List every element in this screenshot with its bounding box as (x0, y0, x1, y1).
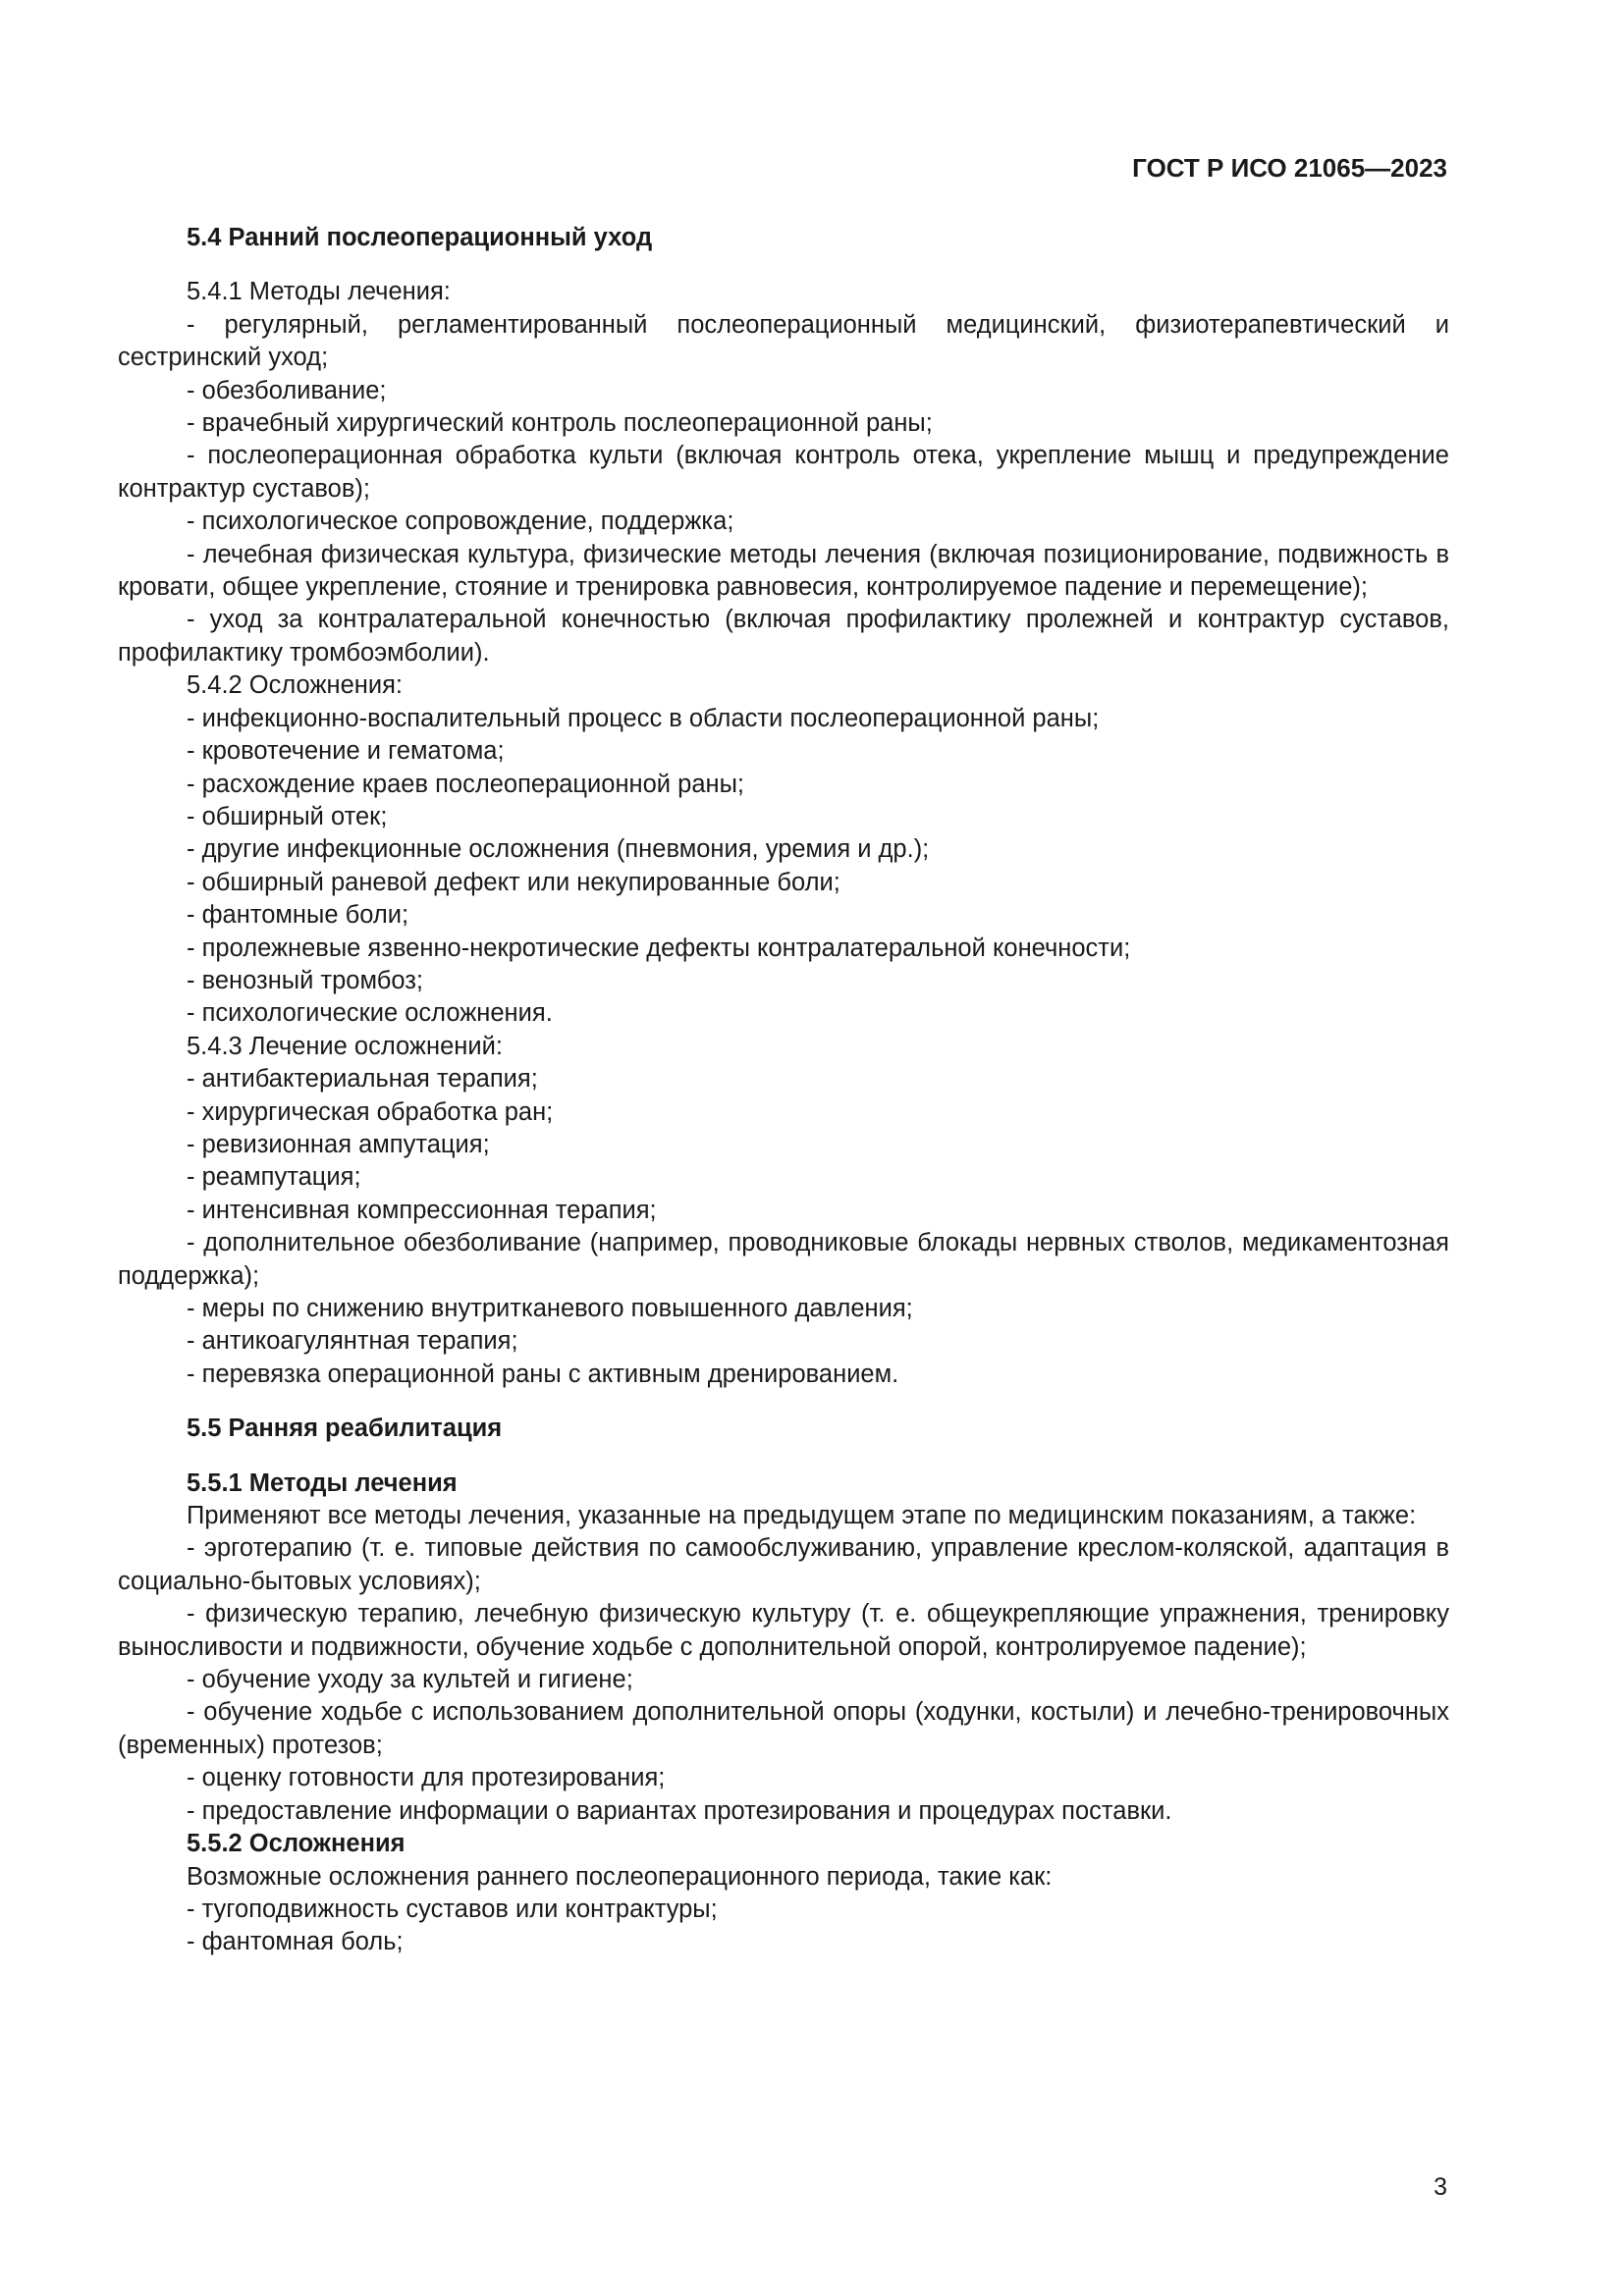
list-item: - оценку готовности для протезирования; (187, 1764, 666, 1792)
list-item: - инфекционно-воспалительный процесс в области послеоперационной раны; (187, 704, 1100, 732)
list-item: - физическую терапию, лечебную физическую культуру (т. е. общеукрепляющие упражнения, тренировку выносливости и подвижности, обучение ходьбе с дополнительной опорой, контролируемое падение); (118, 1600, 1449, 1661)
list-item: - регулярный, регламентированный послеоперационный медицинский, физиотерапевтический и сестринский уход; (118, 310, 1449, 372)
list-item: - эрготерапию (т. е. типовые действия по самообслуживанию, управление креслом-коляской, адаптация в социально-бытовых условиях); (118, 1534, 1449, 1595)
list-item: - фантомные боли; (187, 901, 409, 930)
list-item: - кровотечение и гематома; (187, 737, 505, 766)
list-item: - другие инфекционные осложнения (пневмония, уремия и др.); (187, 835, 930, 864)
paragraph: 5.4.1 Методы лечения: (187, 278, 451, 306)
list-item: - врачебный хирургический контроль послеоперационной раны; (187, 409, 933, 438)
section-heading-5-4: 5.4 Ранний послеоперационный уход (187, 224, 653, 251)
list-item: - обширный отек; (187, 802, 388, 830)
list-item: - психологические осложнения. (187, 999, 553, 1028)
list-item: - обширный раневой дефект или некупированные боли; (187, 868, 840, 896)
list-item: - меры по снижению внутритканевого повышенного давления; (187, 1295, 913, 1322)
page-number: 3 (1434, 2173, 1447, 2201)
subsection-heading-5-5-2: 5.5.2 Осложнения (187, 1830, 406, 1858)
list-item: - уход за контралатеральной конечностью (включая профилактику пролежней и контрактур суставов, профилактику тромбоэмболии). (118, 606, 1449, 667)
list-item: - антибактериальная терапия; (187, 1065, 538, 1094)
subsection-heading-5-5-1: 5.5.1 Методы лечения (187, 1468, 458, 1497)
paragraph: 5.4.2 Осложнения: (187, 671, 403, 700)
list-item: - обучение уходу за культей и гигиене; (187, 1666, 633, 1694)
document-body (118, 222, 1449, 1959)
list-item: - реампутация; (187, 1163, 361, 1192)
section-heading-5-5: 5.5 Ранняя реабилитация (187, 1415, 503, 1443)
list-item: - перевязка операционной раны с активным дренированием. (187, 1360, 899, 1388)
list-item: - интенсивная компрессионная терапия; (187, 1196, 657, 1224)
list-item: - расхождение краев послеоперационной раны; (187, 770, 744, 798)
list-item: - дополнительное обезболивание (например, проводниковые блокады нервных стволов, медикаментозная поддержка); (118, 1229, 1449, 1290)
list-item: - антикоагулянтная терапия; (187, 1327, 518, 1356)
paragraph: Возможные осложнения раннего послеоперационного периода, такие как: (187, 1862, 1053, 1891)
list-item: - лечебная физическая культура, физические методы лечения (включая позиционирование, подвижность в кровати, общее укрепление, стояние и тренировка равновесия, контролируемое падение и перемещение); (118, 540, 1449, 602)
list-item: - фантомная боль; (187, 1928, 404, 1956)
list-item: - венозный тромбоз; (187, 966, 423, 994)
list-item: - хирургическая обработка ран; (187, 1097, 554, 1126)
list-item: - пролежневые язвенно-некротические дефекты контралатеральной конечности; (187, 934, 1131, 962)
paragraph: 5.4.3 Лечение осложнений: (187, 1032, 503, 1060)
list-item: - ревизионная ампутация; (187, 1130, 490, 1158)
list-item: - тугоподвижность суставов или контрактуры; (187, 1895, 718, 1923)
paragraph: Применяют все методы лечения, указанные на предыдущем этапе по медицинским показаниям, а также: (187, 1502, 1417, 1530)
list-item: - обезболивание; (187, 376, 387, 404)
list-item: - послеоперационная обработка культи (включая контроль отека, укрепление мышц и предупреждение контрактур суставов); (118, 442, 1449, 503)
list-item: - предоставление информации о вариантах протезирования и процедурах поставки. (187, 1796, 1172, 1825)
document-code: ГОСТ Р ИСО 21065—2023 (1132, 153, 1447, 183)
list-item: - обучение ходьбе с использованием дополнительной опоры (ходунки, костыли) и лечебно-тренировочных (временных) протезов; (118, 1698, 1449, 1759)
list-item: - психологическое сопровождение, поддержка; (187, 507, 734, 536)
